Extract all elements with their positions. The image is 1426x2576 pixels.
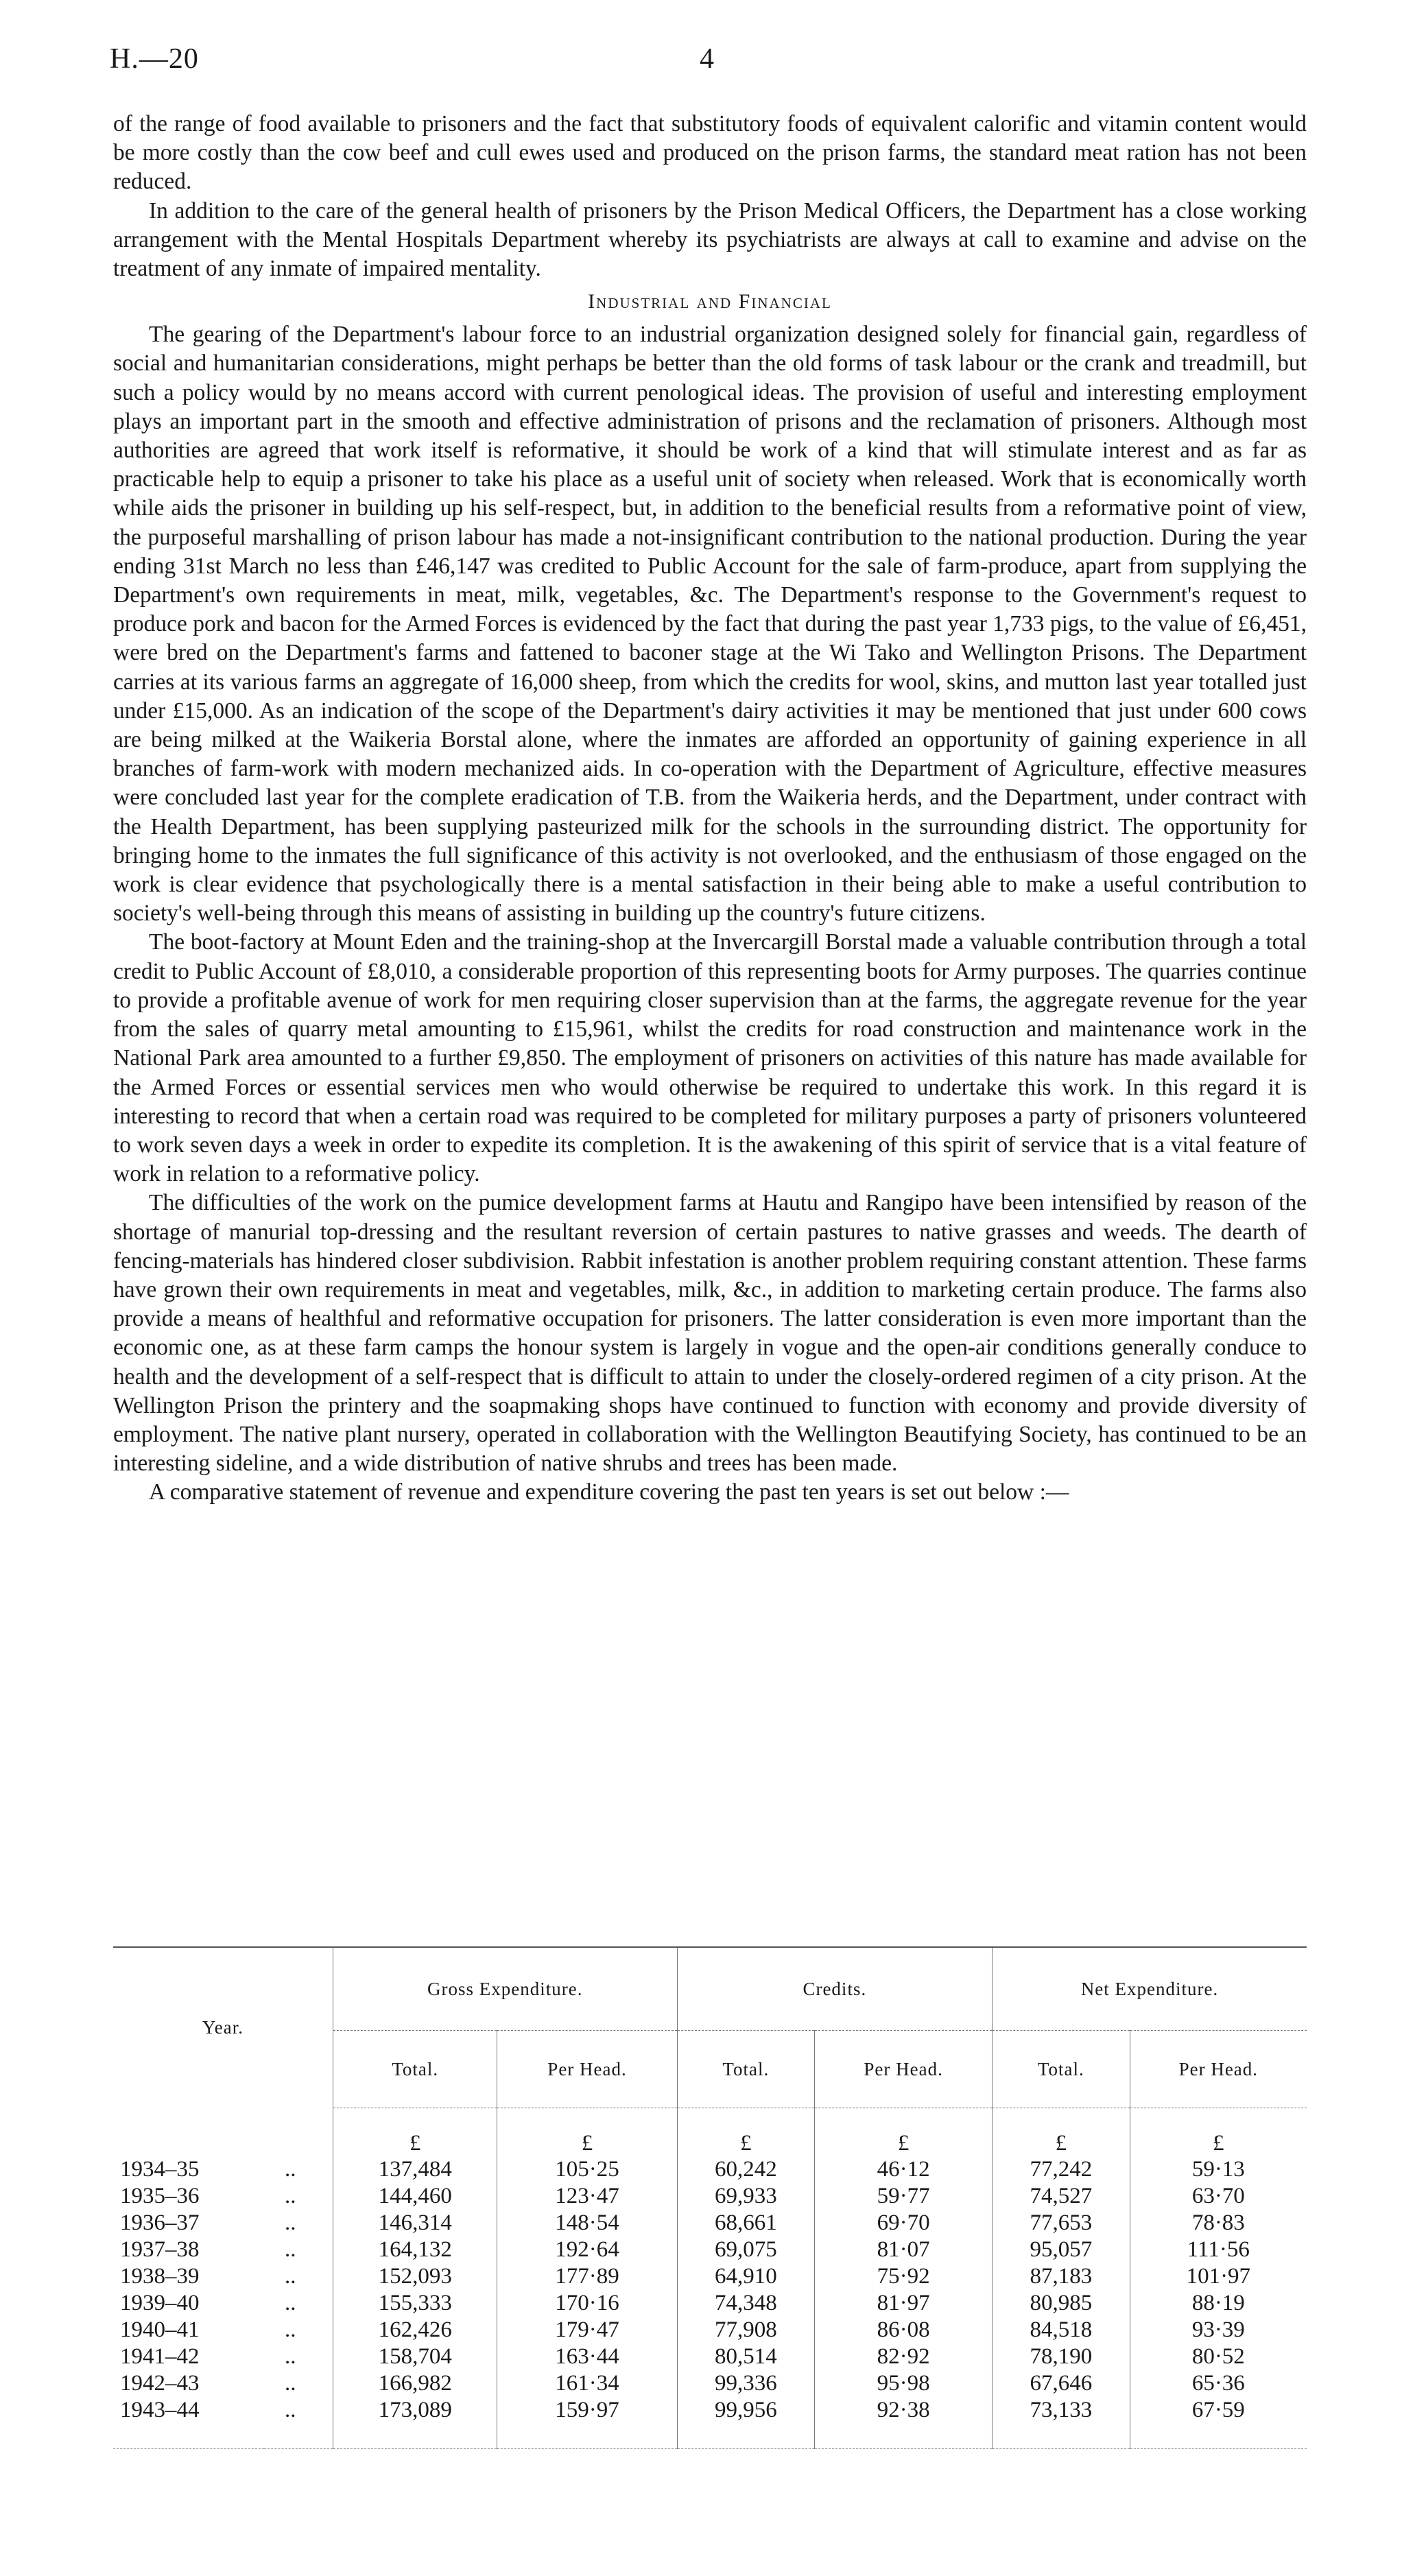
leader-dots: .. (285, 2264, 296, 2289)
credit-total-cell: 99,956 (677, 2397, 815, 2424)
leader-dots: .. (285, 2237, 296, 2262)
credit-total-cell: 64,910 (677, 2263, 815, 2290)
net-expenditure-header: Net Expenditure. (993, 1947, 1307, 2031)
net-perhead-header: Per Head. (1130, 2031, 1307, 2108)
credit-total-cell: 69,933 (677, 2183, 815, 2210)
year-cell: 1941–42 (120, 2344, 200, 2369)
leader-dots: .. (285, 2210, 296, 2235)
table-row (113, 2210, 1307, 2237)
credit-head-cell: 82·92 (815, 2344, 993, 2370)
net-total-cell: 73,133 (993, 2397, 1130, 2424)
gross-total-cell: 137,484 (333, 2156, 497, 2183)
document-id: H.—20 (110, 43, 199, 75)
credit-total-cell: 80,514 (677, 2344, 815, 2370)
table-row (113, 2237, 1307, 2263)
net-total-header: Total. (993, 2031, 1130, 2108)
gross-total-cell: 146,314 (333, 2210, 497, 2237)
year-cell: 1940–41 (120, 2317, 200, 2342)
table-row (113, 2290, 1307, 2317)
net-total-cell: 74,527 (993, 2183, 1130, 2210)
gross-head-cell: 161·34 (497, 2370, 677, 2397)
net-total-cell: 77,242 (993, 2156, 1130, 2183)
net-total-cell: 67,646 (993, 2370, 1130, 2397)
year-cell: 1942–43 (120, 2371, 200, 2396)
gross-perhead-header: Per Head. (497, 2031, 677, 2108)
year-cell: 1935–36 (120, 2184, 200, 2208)
gross-head-cell: 177·89 (497, 2263, 677, 2290)
gross-total-header: Total. (333, 2031, 497, 2108)
paragraph-boot-factory: The boot-factory at Mount Eden and the training-shop at the Invercargill Borstal made a valuable contribution through a total credit to Public Account of £8,010, a considerable proportion of this representing boots for Army purposes. The quarries continue to provide a profitable avenue of work for men requiring closer supervision than at the farms, the aggregate revenue for the year from the sales of quarry metal amounting to £15,961, whilst the credits for road construction and maintenance work in the National Park area amounted to a further £9,850. The employment of prisoners on activities of this nature has made available for the Armed Forces or essential services men who would otherwise be required to undertake this work. In this regard it is interesting to record that when a certain road was required to be completed for military purposes a party of prisoners volunteered to work seven days a week in order to expedite its completion. It is the awakening of this spirit of service that is a vital feature of work in relation to a reformative policy. (113, 929, 1307, 1187)
gross-total-cell: 144,460 (333, 2183, 497, 2210)
credits-header: Credits. (677, 1947, 993, 2031)
leader-dots: .. (285, 2371, 296, 2396)
credit-total-cell: 74,348 (677, 2290, 815, 2317)
credit-head-cell: 95·98 (815, 2370, 993, 2397)
net-total-cell: 95,057 (993, 2237, 1130, 2263)
credit-head-cell: 92·38 (815, 2397, 993, 2424)
leader-dots: .. (285, 2184, 296, 2208)
revenue-expenditure-table (113, 1946, 1307, 2449)
page-header (110, 43, 1317, 84)
gross-head-cell: 123·47 (497, 2183, 677, 2210)
net-head-cell: 88·19 (1130, 2290, 1307, 2317)
credit-head-cell: 81·07 (815, 2237, 993, 2263)
document-body (113, 110, 1307, 1507)
leader-dots: .. (285, 2317, 296, 2342)
paragraph-statement-intro: A comparative statement of revenue and expenditure covering the past ten years is set out below :— (149, 1479, 1069, 1505)
section-heading: Industrial and Financial (588, 290, 832, 313)
leader-dots: .. (285, 2398, 296, 2422)
table-end-rule (113, 2424, 1307, 2449)
leader-dots: .. (285, 2344, 296, 2369)
net-head-cell: 80·52 (1130, 2344, 1307, 2370)
paragraph-industrial: The gearing of the Department's labour force to an industrial organization designed solely for financial gain, regardless of social and humanitarian considerations, might perhaps be better than the old forms of task labour or the crank and treadmill, but such a policy would by no means accord with current penological ideas. The provision of useful and interesting employment plays an important part in the smooth and effective administration of prisons and the reclamation of prisoners. Although most authorities are agreed that work itself is reformative, it should be work of a kind that will stimulate interest and as far as practicable help to equip a prisoner to take his place as a useful unit of society when released. Work that is economically worth while aids the prisoner in building up his self-respect, but, in addition to the beneficial results from a reformative point of view, the purposeful marshalling of prison labour has made a not-insignificant contribution to the national production. During the year ending 31st March no less than £46,147 was credited to Public Account for the sale of farm-produce, apart from supplying the Department's own requirements in meat, milk, vegetables, &c. The Department's response to the Government's request to produce pork and bacon for the Armed Forces is evidenced by the fact that during the past year 1,733 pigs, to the value of £6,451, were bred on the Department's farms and fattened to baconer stage at the Wi Tako and Wellington Prisons. The Department carries at its various farms an aggregate of 16,000 sheep, from which the credits for wool, skins, and mutton last year totalled just under £15,000. As an indication of the scope of the Department's dairy activities it may be mentioned that just under 600 cows are being milked at the Waikeria Borstal alone, where the inmates are afforded an opportunity of gaining experience in all branches of farm-work with modern mechanized aids. In co-operation with the Department of Agriculture, effective measures were concluded last year for the complete eradication of T.B. from the Waikeria herds, and the Department, under contract with the Health Department, has been supplying pasteurized milk for the schools in the surrounding district. The opportunity for bringing home to the inmates the full significance of this activity is not overlooked, and the enthusiasm of those engaged on the work is clear evidence that psychologically there is a mental satisfaction in their being able to make a useful contribution to society's well-being through this means of assisting in building up the country's future citizens. (113, 322, 1307, 927)
year-column-header: Year. (202, 2017, 243, 2038)
credit-head-cell: 46·12 (815, 2156, 993, 2183)
credit-head-cell: 69·70 (815, 2210, 993, 2237)
net-total-cell: 84,518 (993, 2317, 1130, 2344)
table-row (113, 2156, 1307, 2183)
credit-head-cell: 75·92 (815, 2263, 993, 2290)
unit-symbol: £ (993, 2108, 1130, 2157)
credit-total-cell: 99,336 (677, 2370, 815, 2397)
net-total-cell: 77,653 (993, 2210, 1130, 2237)
gross-head-cell: 192·64 (497, 2237, 677, 2263)
table-row (113, 2263, 1307, 2290)
gross-head-cell: 159·97 (497, 2397, 677, 2424)
gross-head-cell: 179·47 (497, 2317, 677, 2344)
unit-symbol: £ (1130, 2108, 1307, 2157)
year-cell: 1937–38 (120, 2237, 200, 2262)
credit-head-cell: 81·97 (815, 2290, 993, 2317)
table-row (113, 2397, 1307, 2424)
credit-total-cell: 68,661 (677, 2210, 815, 2237)
gross-head-cell: 163·44 (497, 2344, 677, 2370)
net-total-cell: 80,985 (993, 2290, 1130, 2317)
credits-perhead-header: Per Head. (815, 2031, 993, 2108)
gross-expenditure-header: Gross Expenditure. (333, 1947, 678, 2031)
table-row (113, 2317, 1307, 2344)
unit-symbol: £ (497, 2108, 677, 2157)
unit-symbol: £ (333, 2108, 497, 2157)
paragraph-food-ration: of the range of food available to prisoners and the fact that substitutory foods of equivalent calorific and vitamin content would be more costly than the cow beef and cull ewes used and produced on the prison farms, the standard meat ration has not been reduced. (113, 111, 1307, 195)
net-head-cell: 67·59 (1130, 2397, 1307, 2424)
credit-total-cell: 69,075 (677, 2237, 815, 2263)
net-head-cell: 101·97 (1130, 2263, 1307, 2290)
net-total-cell: 87,183 (993, 2263, 1130, 2290)
gross-total-cell: 166,982 (333, 2370, 497, 2397)
paragraph-pumice-farms: The difficulties of the work on the pumice development farms at Hautu and Rangipo have been intensified by reason of the shortage of manurial top-dressing and the resultant reversion of certain pastures to native grasses and weeds. The dearth of fencing-materials has hindered closer subdivision. Rabbit infestation is another problem requiring constant attention. These farms have grown their own requirements in meat and vegetables, milk, &c., in addition to marketing certain produce. The farms also provide a means of healthful and reformative occupation for prisoners. The latter consideration is even more important than the economic one, as at these farm camps the honour system is largely in vogue and the open-air conditions generally conduce to health and the development of a self-respect that is difficult to attain to under the closely-ordered regimen of a city prison. At the Wellington Prison the printery and the soapmaking shops have continued to function with economy and provide diversity of employment. The native plant nursery, operated in collaboration with the Wellington Beautifying Society, has continued to be an interesting sideline, and a wide distribution of native shrubs and trees has been made. (113, 1190, 1307, 1477)
credits-total-header: Total. (677, 2031, 815, 2108)
year-cell: 1939–40 (120, 2291, 200, 2315)
page-number: 4 (700, 43, 714, 75)
table-row (113, 2183, 1307, 2210)
table-row (113, 2344, 1307, 2370)
gross-total-cell: 152,093 (333, 2263, 497, 2290)
credit-head-cell: 86·08 (815, 2317, 993, 2344)
net-total-cell: 78,190 (993, 2344, 1130, 2370)
leader-dots: .. (285, 2291, 296, 2315)
credit-total-cell: 60,242 (677, 2156, 815, 2183)
leader-dots: .. (285, 2157, 296, 2182)
gross-total-cell: 155,333 (333, 2290, 497, 2317)
year-cell: 1934–35 (120, 2157, 200, 2182)
net-head-cell: 78·83 (1130, 2210, 1307, 2237)
paragraph-medical: In addition to the care of the general health of prisoners by the Prison Medical Officers, the Department has a close working arrangement with the Mental Hospitals Department whereby its psychiatrists are always at call to examine and advise on the treatment of any inmate of impaired mentality. (113, 198, 1307, 282)
gross-head-cell: 148·54 (497, 2210, 677, 2237)
gross-total-cell: 173,089 (333, 2397, 497, 2424)
year-cell: 1943–44 (120, 2398, 200, 2422)
credit-total-cell: 77,908 (677, 2317, 815, 2344)
gross-total-cell: 158,704 (333, 2344, 497, 2370)
gross-head-cell: 170·16 (497, 2290, 677, 2317)
net-head-cell: 93·39 (1130, 2317, 1307, 2344)
unit-symbol: £ (677, 2108, 815, 2157)
gross-total-cell: 164,132 (333, 2237, 497, 2263)
year-cell: 1938–39 (120, 2264, 200, 2289)
gross-total-cell: 162,426 (333, 2317, 497, 2344)
net-head-cell: 63·70 (1130, 2183, 1307, 2210)
unit-symbol: £ (815, 2108, 993, 2157)
table-row (113, 2370, 1307, 2397)
credit-head-cell: 59·77 (815, 2183, 993, 2210)
year-cell: 1936–37 (120, 2210, 200, 2235)
net-head-cell: 111·56 (1130, 2237, 1307, 2263)
net-head-cell: 59·13 (1130, 2156, 1307, 2183)
net-head-cell: 65·36 (1130, 2370, 1307, 2397)
gross-head-cell: 105·25 (497, 2156, 677, 2183)
